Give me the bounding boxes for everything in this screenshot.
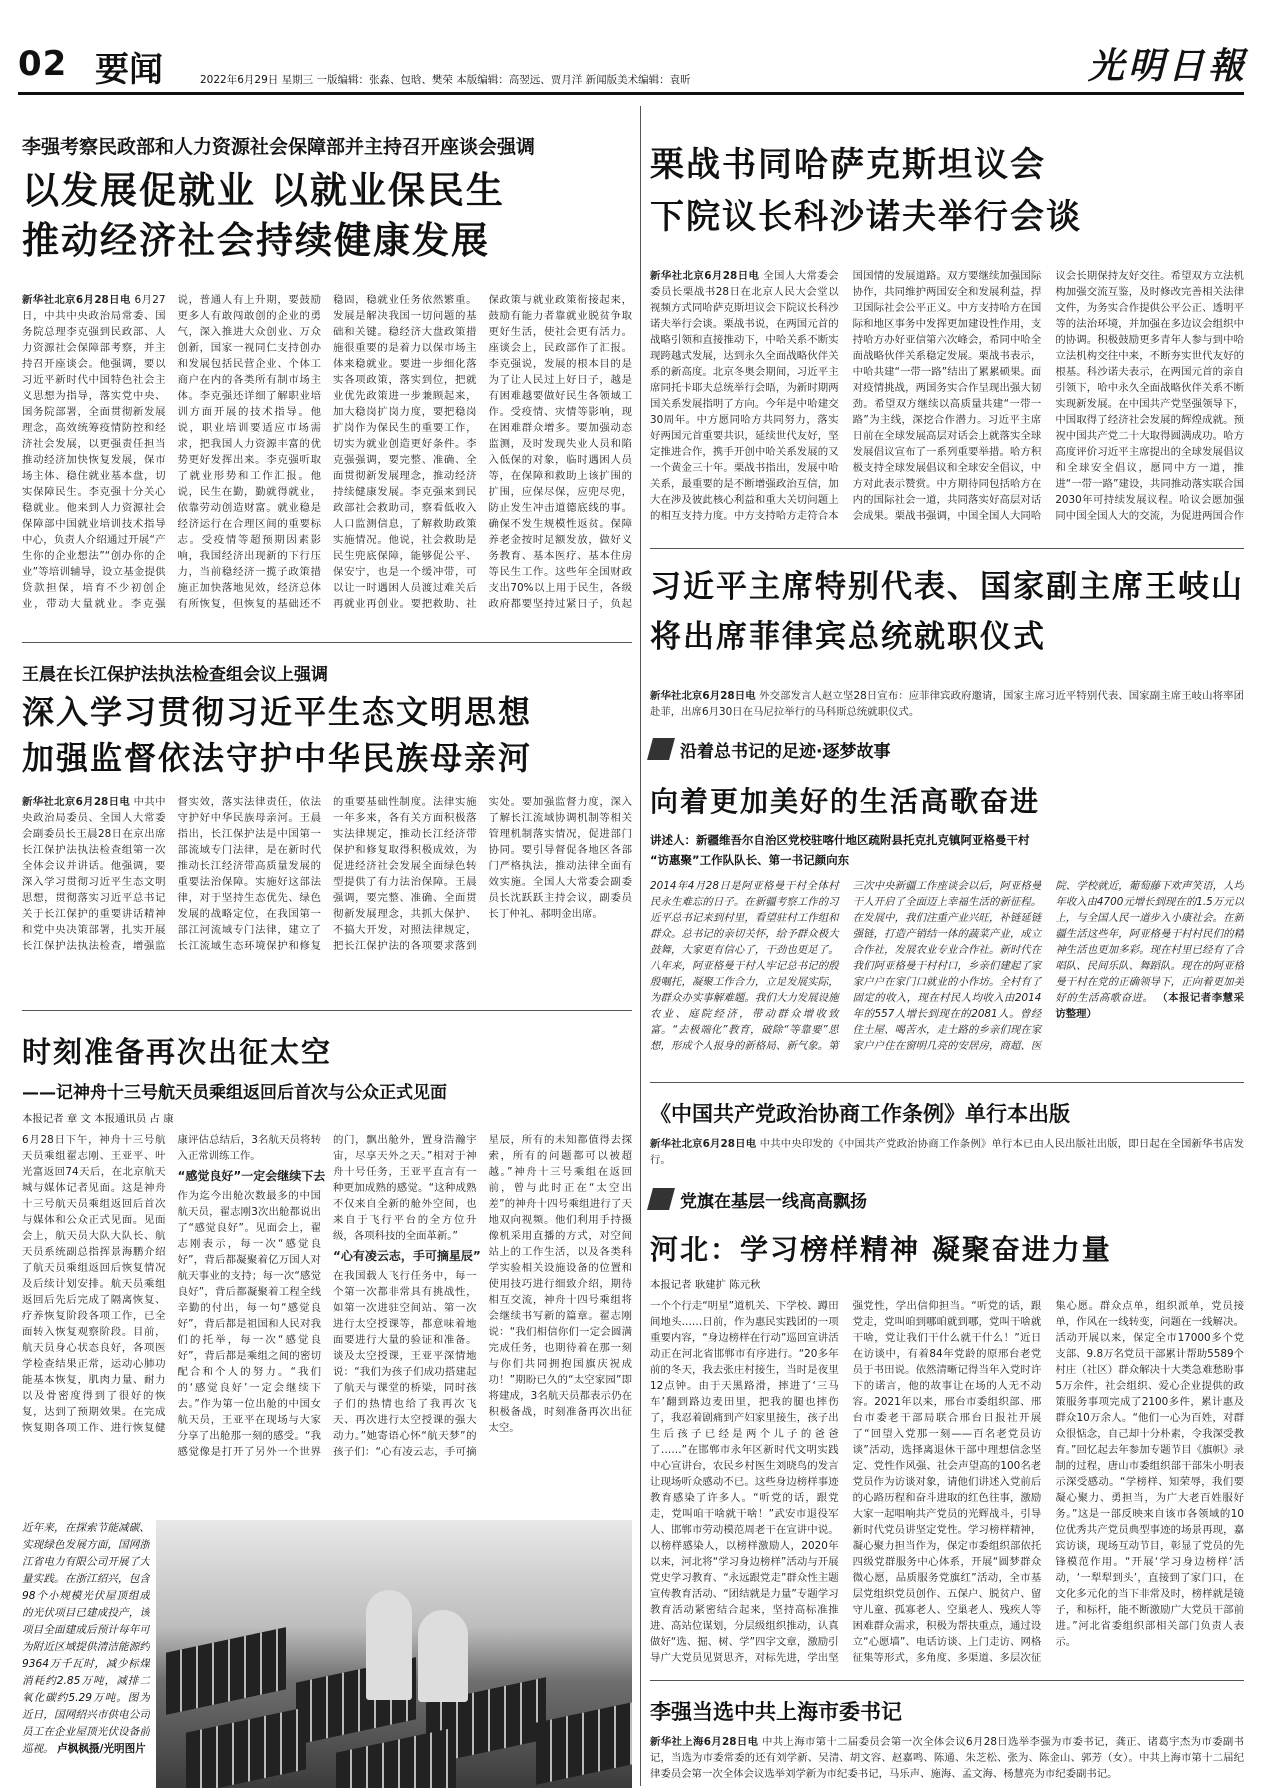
article6-text: 2014年4月28日是阿亚格曼干村全体村民永生难忘的日子。在新疆考察工作的习近平总书记来到村里，看望驻村工作组和群众。总书记的亲切关怀，给予群众极大鼓舞，大家更有信心了，干劲也更足了。八年来，阿亚格曼干村人牢记总书记的殷殷嘱托，凝聚工作合力，立足发展实际，为群众办实事解难题。我们大力发展设施农业、庭院经济，带动群众增收致富。“去极端化”教育，破除“等靠要”思想，形成个人报身的新格局、新气象。第三次中央新疆工作座谈会以后，阿亚格曼干人开启了全面迈上幸福生活的新征程。在发展中，我们注重产业兴旺，补链延链强链，打造产销结一体的蔬菜产业，成立合作社，发展农业专业合作社。新时代在我们阿亚格曼干村村口，乡亲们建起了家家户户在家门口就业的小作坊。全村有了固定的收入，现在村民人均收入由2014年的557人增长到现在的2081人。曾经住土屋、喝苦水，走土路的乡亲们现在家家户户住在窗明几亮的安居房，商超、医院、学校就近，葡萄藤下欢声笑语，人均年收入由4700元增长到现在的1.5万元以上，与全国人民一道步入小康社会。在新疆生活这些年，阿亚格曼干村村民们的精神生活也更加多彩。现在村里已经有了合唱队、民间乐队、舞蹈队。现在的阿亚格曼干村在党的正确领导下，正向着更加美好的生活高歌奋进。 — [650, 880, 1244, 1052]
divider — [650, 1082, 1244, 1083]
divider — [22, 1010, 632, 1011]
newspaper-logo: 光明日報 — [1088, 45, 1249, 87]
column-divider — [640, 106, 641, 1786]
article7-body — [650, 1136, 1244, 1170]
article9-title: 李强当选中共上海市委书记 — [650, 1700, 902, 1724]
article6-body — [650, 878, 1244, 1066]
article4-kicker: 王晨在长江保护法执法检查组会议上强调 — [22, 665, 328, 685]
article4-title-line1: 深入学习贯彻习近平生态文明思想 — [22, 693, 533, 731]
article4-text: 中共中央政治局委员、全国人大常委会副委员长王晨28日在京出席长江保护法执法检查组第一次全体会议并讲话。他强调，要深入学习贯彻习近平生态文明思想，贯彻落实习近平总书记关于长江保护的重要讲话精神和党中央决策部署，扎实开展长江保护法执法检查，增强监督实效，落实法律责任，依法守护好中华民族母亲河。王晨指出，长江保护法是中国第一部流域专门法律，是在新时代推动长江经济带高质量发展的重要法治保障。实施好这部法律，对于坚持生态优先、绿色发展的战略定位，在我国第一部江河流域专门法律，建立了长江流域生态环境保护和修复的重要基础性制度。法律实施一年多来，各有关方面积极落实法律规定，推动长江经济带保护和修复取得积极成效，为促进经济社会发展全面绿色转型提供了有力法治保障。王晨强调，要完整、准确、全面贯彻新发展理念，共抓大保护、不搞大开发，对照法律规定，把长江保护法的各项要求落到实处。要加强监督力度，深入了解长江流域协调机制等相关管理机制落实情况，促进部门协同。要引导督促各地区各部门严格执法，推动法律全面有效实施。全国人大常委会副委员长沈跃跃主持会议，副委员长丁仲礼、郝明金出席。 — [22, 796, 632, 952]
article1-body — [22, 292, 632, 620]
article5-text-part1: 6月28日下午，神舟十三号航天员乘组翟志刚、王亚平、叶光富返回74天后，在北京航天城与媒体记者见面。这是神舟十三号航天员乘组返回后首次与媒体和公众正式见面。见面会上，航天员大队大队长、航天员系统副总指挥景海鹏介绍了航天员乘组返回后恢复情况及后续计划安排。航天员乘组返回后先后完成了隔离恢复、疗养恢复阶段各项工作，已全面转入恢复观察阶段。目前，航天员身心状态良好，各项医学检查结果正常，运动心肺功能基本恢复，肌肉力量、耐力以及骨密度得到了很好的恢复，达到了预期效果。在完成恢复期各项工作、进行恢复健康评估总结后，3名航天员将转入正常训练工作。 — [22, 1134, 321, 1434]
section-name: 要闻 — [95, 50, 163, 90]
date-line: 2022年6月29日 星期三 一版编辑：张淼、包晗、樊荣 本版编辑：高翌远、贾月洋 新闻版美术编辑：袁昕 — [200, 74, 691, 86]
section-marker-icon — [647, 738, 675, 760]
article2-title-line1: 栗战书同哈萨克斯坦议会 — [650, 145, 1046, 185]
article5-body — [22, 1132, 632, 1510]
article5-subhead2: “心有凌云志，手可摘星辰” — [333, 1249, 481, 1263]
article2-title-line2: 下院议长科沙诺夫举行会谈 — [650, 197, 1082, 237]
article6-credit: （本报记者李慧采访整理） — [1055, 992, 1244, 1020]
article2-text: 全国人大常委会委员长栗战书28日在北京人民大会堂以视频方式同哈萨克斯坦议会下院议长科沙诺夫举行会谈。栗战书说，在两国元首的战略引领和直接推动下，中哈关系不断实现跨越式发展，达到永久全面战略伙伴关系的新高度。北京冬奥会期间，习近平主席同托卡耶夫总统举行会晤，为新时期两国关系发展指明了方向。今年是中哈建交30周年。中方愿同哈方共同努力，落实好两国元首重要共识，延续世代友好，坚定推进合作，携手开创中哈关系发展的又一个黄金三十年。栗战书指出，发展中哈关系，最重要的是不断增强政治互信，加大在涉及彼此核心利益和重大关切问题上的相互支持力度。中方支持哈方走符合本国国情的发展道路。双方要继续加强国际协作，共同维护两国安全和发展利益，捍卫国际社会公平正义。中方支持哈方在国际和地区事务中发挥更加建设性作用，支持哈方办好亚信第六次峰会，希同中哈全面战略伙伴关系稳定发展。栗战书表示，中哈共建“一带一路”结出了累累硕果。面对疫情挑战，两国务实合作呈现出强大韧劲。希望双方继续以高质量共建“一带一路”为主线，深挖合作潜力。习近平主席日前在全球发展高层对话会上就落实全球发展倡议宣布了一系列重要举措。哈方积极支持全球发展倡议和全球安全倡议，中方对此表示赞赏。中方期待同包括哈方在内的国际社会一道，共同落实好高层对话会成果。栗战书强调，中国全国人大同哈议会长期保持友好交往。希望双方立法机构加强交流互鉴，及时修改完善相关法律文件，为务实合作提供公平公正、透明平等的法治环境，并加强在多边议会组织中的协调。积极鼓励更多青年人参与到中哈立法机构交往中来，不断夯实世代友好的根基。科沙诺夫表示，在两国元首的亲自引领下，哈中永久全面战略伙伴关系不断实现新发展。在中国共产党坚强领导下，中国取得了经济社会发展的辉煌成就。预祝中国共产党二十大取得圆满成功。哈方高度评价习近平主席提出的全球发展倡议和全球安全倡议，愿同中方一道，推进“一带一路”建设，共同推动落实联合国2030年可持续发展议程。哈议会愿加强同中国全国人大的交流，为促进两国合作 — [650, 270, 1244, 522]
divider — [22, 642, 632, 643]
article4-body — [22, 794, 632, 994]
article2-body — [650, 268, 1244, 530]
article5-text-part2: 作为迄今出舱次数最多的中国航天员，翟志刚3次出舱都说出了“感觉良好”。见面会上，翟志刚表示，每一次“感觉良好”，背后都凝聚着亿万国人对航天事业的支持；每一次“感觉良好”，背后都凝聚着工程全线辛勤的付出，每一句“感觉良好”，背后都是祖国和人民对我们的托举，每一次“感觉良好”，背后都是乘组之间的密切配合和个人的努力。“我们的‘感觉良好’一定会继续下去。”作为第一位出舱的中国女航天员，王亚平在现场与大家分享了出舱那一刻的感受。“我感觉像是打开了另外一个世界的门，飘出舱外，置身浩瀚宇宙，尽享天外之天。”相对于神舟十号任务，王亚平直言有一种更加成熟的感觉。“这种成熟不仅来自全新的舱外空间，也来自于飞行平台的全方位升级，各项科技的全面革新。” — [177, 1134, 477, 1458]
header-rule — [18, 92, 1244, 95]
solar-panel-shape — [166, 1627, 286, 1715]
solar-panel-shape — [186, 1707, 306, 1788]
article6-section-bar — [650, 734, 890, 764]
article5-text-part3: 在我国载人飞行任务中，每一个第一次都非常具有挑战性，如第一次进驻空间站、第一次进行太空授课等，都意味着地面要进行大量的验证和准备。谈及太空授课，王亚平深情地说：“我们为孩子们成功搭建起了航天与课堂的桥梁，同时孩子们的热情也给了我再次飞天、再次进行太空授课的强大动力。”她寄语心怀“航天梦”的孩子们：“心有凌云志，手可摘星辰，所有的未知都值得去探索，所有的问题都可以被超越。”神舟十三号乘组在返回前，曾与此时正在“太空出差”的神舟十四号乘组进行了天地双向视频。他们利用手持摄像机采用直播的方式，对空间站上的工作生活，以及各类科学实验相关设施设备的位置和使用技巧进行细致介绍，期待相互交流，神舟十四号乘组将会继续书写新的篇章。翟志刚说：“我们相信你们一定会圆满完成任务，也期待着在那一刻与你们共同拥抱国旗庆祝成功！”期盼已久的“太空家园”即将建成，3名航天员都表示仍在积极备战，时刻准备再次出征太空。 — [333, 1134, 632, 1458]
page-number: 02 — [18, 44, 68, 84]
worker-figure — [418, 1610, 468, 1702]
article9-text: 中共上海市第十二届委员会第一次全体会议6月28日选举李强为市委书记，龚正、诸葛宇杰为市委副书记，当选为市委常委的还有刘学新、吴清、胡文容、赵嘉鸣、陈通、朱芝松、张为、陈金山、郭芳（女）。中共上海市第十二届纪律委员会第一次全体会议选举刘学新为市纪委书记，马乐声、施海、孟文海、杨慧亮为市纪委副书记。 — [650, 1736, 1244, 1780]
article3-text: 外交部发言人赵立坚28日宣布：应菲律宾政府邀请，国家主席习近平特别代表、国家副主席王岐山将率团赴菲，出席6月30日在马尼拉举行的马科斯总统就职仪式。 — [650, 690, 1244, 718]
article8-bar-label: 党旗在基层一线高高飘扬 — [680, 1191, 867, 1212]
article1-title-line2: 推动经济社会持续健康发展 — [22, 219, 490, 262]
article3-body — [650, 688, 1244, 722]
article4-dateline: 新华社北京6月28日电 — [22, 796, 131, 808]
article7-dateline: 新华社北京6月28日电 — [650, 1138, 757, 1150]
article8-text: 一个个行走“明星”道机关、下学校、蹲田间地头……日前，作为惠民实践团的一项重要内容，“身边榜样在行动”巡回宣讲活动正在河北省邯郸市有序进行。“20多年前的冬天，我去张庄村接生，当时是夜里12点钟。由于天黑路滑，摔进了‘三马车’翻到路边麦田里，把我的腿也摔伤了，我忍着剧痛到产妇家里接生，孩子出生后孩子已经是两个儿子的爸爸了……”在邯郸市永年区新时代文明实践中心宣讲台，农民乡村医生刘晓鸟的发言让现场听众感动不已。这些身边榜样事迹教育感染了许多人。“听党的话，跟党走，党叫咱干啥就干啥！”武安市退役军人、邯郸市劳动模范周老干在宣讲中说。以榜样感染人，以榜样激励人，2020年以来，河北将“学习身边榜样”活动与开展党史学习教育、“永远跟党走”群众性主题宣传教育活动、“团结就是力量”专题学习教育活动紧密结合起来，坚持高标准推进、高站位谋划，分层级组织推动，认真做好“选、掘、树、学”四字文章，激励引导广大党员见贤思齐，对标先进，学出坚强党性，学出信仰担当。“听党的话，跟党走，党叫咱到哪咱就到哪，党叫干啥就干啥，党让我们干什么就干什么！”近日在访谈中，有着84年党龄的原邢台老党员于书田说。依然清晰记得当年入党时许下的诺言，他的故事让在场的人无不动容。2021年以来，邢台市委组织部、邢台市委老干部局联合邢台日报社开展了“回望入党那一刻——百名老党员访谈”活动，选择离退休干部中理想信念坚定、党性作风强、社会声望高的100名老党员作为访谈对象，请他们讲述入党前后的心路历程和奋斗进取的红色往事，激励大家一起唱响共产党员的光辉战斗，引导新时代党员讲坚定党性。学习榜样精神，凝心聚力担当作为，保定市委组织部依托四级党群服务中心体系，开展“圆梦群众微心愿，品质服务党旗红”活动，全市基层党组织党员创作、五保户、脱贫户、留守儿童、孤寡老人、空巢老人、残疾人等困难群众需求，积极为帮扶重点，通过设立“心愿墙”、电话访谈、上门走访、网格征集等形式，多角度、多渠道、多层次征集心愿。群众点单，组织派单，党员接单，作风在一线转变，问题在一线解决。活动开展以来，保定全市17000多个党支部、9.8万名党员干部累计帮助5589个村庄（社区）群众解决十大类急难愁盼事5万余件，社会组织、爱心企业提供的政策服务事项完成了2100多件，累计惠及群众10万余人。“他们一心为百姓，对群众很惦念，自己却十分朴素，令我深受教育。”回忆起去年参加专题节目《旗帜》录制的过程，唐山市委组织部干部朱小明表示深受感动。“学榜样、知荣辱，我们要凝心聚力、勇担当，为广大老百姓服好务。”这是一部反映来自该市各领域的10位优秀共产党员典型事迹的场景再现，嘉宾访谈，现场互动节目，彰显了党员的先锋模范作用。“开展‘学习身边榜样’活动，‘一犁犁到头’，直接到了家门口，在文化多元化的当下非常及时，榜样就是镜子，和标杆，能不断激励广大党员干部前进。”河北省委组织部相关部门负责人表示。 — [650, 1300, 1244, 1664]
article6-speaker2: “访惠聚”工作队队长、第一书记颜向东 — [650, 853, 850, 867]
article1-title-line1: 以发展促就业 以就业保民生 — [22, 169, 505, 212]
article4-title-line2: 加强监督依法守护中华民族母亲河 — [22, 739, 533, 777]
article8-title: 河北：学习榜样精神 凝聚奋进力量 — [650, 1233, 1112, 1266]
photo-credit: 卢枫枫摄/光明图片 — [57, 1743, 146, 1755]
article9-body — [650, 1734, 1244, 1786]
article3-title-line2: 将出席菲律宾总统就职仪式 — [650, 619, 1046, 655]
article2-dateline: 新华社北京6月28日电 — [650, 270, 760, 282]
solar-panel-shape — [336, 1727, 456, 1788]
article7-text: 中共中央印发的《中国共产党政治协商工作条例》单行本已由人民出版社出版，即日起在全国新华书店发行。 — [650, 1138, 1244, 1166]
photo-caption-text: 近年来，在探索节能减碳、实现绿色发展方面，国网浙江省电力有限公司开展了大量实践。在浙江绍兴，包含98个小规模光伏屋顶组成的光伏项目已建成投产，该项目全面建成后预计每年可为附近区域提供清洁能源约9364万千瓦时，减少标煤消耗约2.85万吨，减排二氧化碳约5.29万吨。图为近日，国网绍兴市供电公司员工在企业屋顶光伏设备前巡视。 — [22, 1522, 150, 1755]
article6-bar-label: 沿着总书记的足迹·逐梦故事 — [680, 741, 891, 762]
article6-speaker: 讲述人：新疆维吾尔自治区党校驻喀什地区疏附县托克扎克镇阿亚格曼干村 — [650, 833, 1030, 847]
article3-title-line1: 习近平主席特别代表、国家副主席王岐山 — [650, 569, 1244, 605]
photo-caption — [22, 1520, 150, 1788]
article1-dateline: 新华社北京6月28日电 — [22, 294, 131, 306]
article8-section-bar — [650, 1184, 867, 1214]
article8-body — [650, 1298, 1244, 1668]
solar-panel-photo — [156, 1520, 632, 1788]
article1-text: 6月27日，中共中央政治局常委、国务院总理李克强到民政部、人力资源社会保障部考察，并主持召开座谈会。他强调，要以习近平新时代中国特色社会主义思想为指导，落实党中央、国务院部署，全面贯彻新发展理念，高效统筹疫情防控和经济社会发展，以更强责任担当推动经济加快恢复发展，保市场主体、稳住就业基本盘，切实保障民生。李克强十分关心稳就业。他来到人力资源社会保障部中国就业培训技术指导中心，负责人介绍通过开展“产生你的企业想法”“创办你的企业”等培训辅导，设立基金提供贷款担保，培育不少初创企业，带动大量就业。李克强说，普通人有上升期，要鼓励更多人有敢闯敢创的企业的勇气，深入推进大众创业、万众创新，国家一视同仁支持创办和发展包括民营企业、个体工商户在内的各类所有制市场主体。李克强还详细了解职业培训方面开展的技术指导。他说，职业培训要适应市场需求，把我国人力资源丰富的优势更好发挥出来。李克强听取了就业形势和工作汇报。他说，民生在勤，勤就得就业，依靠劳动创造财富。就业稳是经济运行在合理区间的重要标志。受疫情等超预期因素影响，我国经济出现新的下行压力，当前稳经济一揽子政策措施正加快落地见效，经济总体有所恢复，但恢复的基础还不稳固，稳就业任务依然繁重。发展是解决我国一切问题的基础和关键。稳经济大盘政策措施很重要的是着力以保市场主体来稳就业。要进一步细化落实各项政策，落实到位，把就业优先政策进一步兼顾起来，加大稳岗扩岗力度，要把稳岗扩岗作为保民生的重要工作，切实为就业创造更好条件。李克强强调，要完整、准确、全面贯彻新发展理念，推动经济持续健康发展。李克强来到民政部社会救助司，察看低收入人口监测信息，了解救助政策实施情况。他说，社会救助是民生兜底保障，能够促公平、保安宁，也是一个缓冲带，可以让一时遇困人员渡过难关后再就业再创业。要把救助、社保政策与就业政策衔接起来，鼓励有能力者靠就业脱贫争取更好生活，使社会更有活力。座谈会上，民政部作了汇报。李克强说，发展的根本目的是为了让人民过上好日子，越是有困难越要做好民生各领域工作。受疫情、灾情等影响，现在困难群众增多。要加强动态监测，及时发现失业人员和陷入低保的对象，临时遇困人员等，在保障和救助上该扩围的扩围，应保尽保，应兜尽兜，防止发生冲击道德底线的事。确保不发生规模性返贫。保障养老金按时足额发放，做好义务教育、基本医疗、基本住房等民生工作。这些年全国财政支出70%以上用于民生，各级政府都要坚持过紧日子，负起 — [22, 294, 632, 610]
article5-subtitle: ——记神舟十三号航天员乘组返回后首次与公众正式见面 — [22, 1083, 447, 1103]
article8-byline: 本报记者 耿建扩 陈元秋 — [650, 1279, 761, 1291]
article7-title: 《中国共产党政治协商工作条例》单行本出版 — [650, 1102, 1070, 1126]
divider — [650, 548, 1244, 549]
article9-dateline: 新华社上海6月28日电 — [650, 1736, 759, 1748]
article3-dateline: 新华社北京6月28日电 — [650, 690, 756, 702]
article6-title: 向着更加美好的生活高歌奋进 — [650, 785, 1041, 818]
divider — [650, 1680, 1244, 1681]
article1-kicker: 李强考察民政部和人力资源社会保障部并主持召开座谈会强调 — [22, 136, 536, 158]
solar-panel-shape — [536, 1697, 632, 1785]
article5-byline: 本报记者 章 文 本报通讯员 占 康 — [22, 1113, 174, 1125]
section-marker-icon — [647, 1188, 675, 1210]
article5-title: 时刻准备再次出征太空 — [22, 1035, 333, 1069]
article5-subhead1: “感觉良好”一定会继续下去 — [177, 1169, 326, 1183]
worker-figure — [366, 1590, 412, 1700]
